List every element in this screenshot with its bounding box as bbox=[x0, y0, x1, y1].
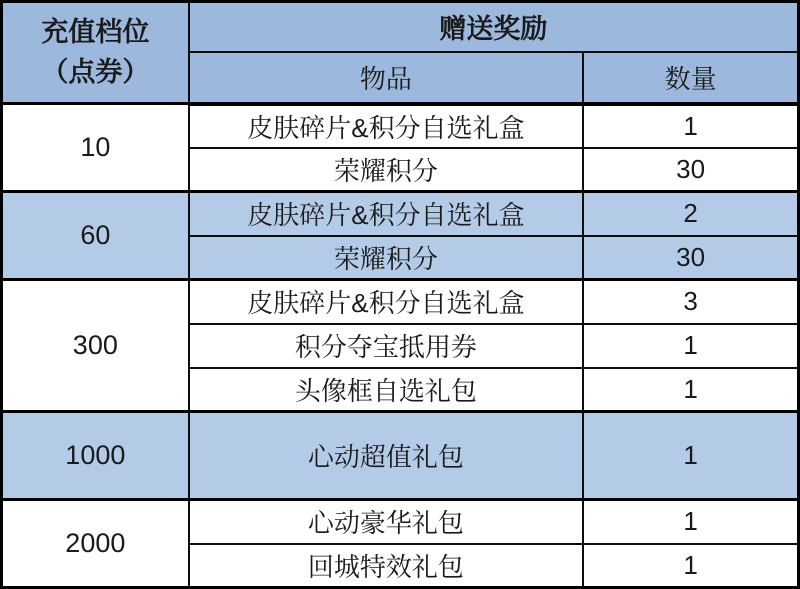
quantity-cell: 30 bbox=[583, 236, 798, 280]
quantity-cell: 1 bbox=[583, 544, 798, 588]
table-row bbox=[2, 192, 799, 236]
column-header-rewards: 赠送奖励 bbox=[189, 2, 799, 52]
column-header-quantity: 数量 bbox=[583, 52, 798, 104]
quantity-cell: 1 bbox=[583, 412, 798, 500]
quantity-cell: 30 bbox=[583, 148, 798, 192]
item-cell: 头像框自选礼包 bbox=[189, 368, 583, 412]
quantity-cell: 1 bbox=[583, 324, 798, 368]
tier-cell: 10 bbox=[2, 104, 189, 192]
tier-cell: 2000 bbox=[2, 500, 189, 588]
reward-table-body bbox=[2, 104, 799, 588]
item-cell: 皮肤碎片&积分自选礼盒 bbox=[189, 104, 583, 148]
item-cell: 皮肤碎片&积分自选礼盒 bbox=[189, 192, 583, 236]
quantity-cell: 3 bbox=[583, 280, 798, 324]
table-row bbox=[2, 412, 799, 500]
tier-cell: 60 bbox=[2, 192, 189, 280]
item-cell: 心动豪华礼包 bbox=[189, 500, 583, 544]
table-row bbox=[2, 104, 799, 148]
column-header-tier bbox=[2, 2, 189, 104]
item-cell: 心动超值礼包 bbox=[189, 412, 583, 500]
tier-cell: 1000 bbox=[2, 412, 189, 500]
quantity-cell: 1 bbox=[583, 500, 798, 544]
item-cell: 皮肤碎片&积分自选礼盒 bbox=[189, 280, 583, 324]
header-row-top bbox=[2, 2, 799, 52]
quantity-cell: 1 bbox=[583, 104, 798, 148]
item-cell: 回城特效礼包 bbox=[189, 544, 583, 588]
reward-table-header bbox=[2, 2, 799, 104]
tier-cell: 300 bbox=[2, 280, 189, 412]
column-header-item: 物品 bbox=[189, 52, 583, 104]
table-row bbox=[2, 280, 799, 324]
item-cell: 积分夺宝抵用券 bbox=[189, 324, 583, 368]
item-cell: 荣耀积分 bbox=[189, 236, 583, 280]
table-row bbox=[2, 500, 799, 544]
quantity-cell: 1 bbox=[583, 368, 798, 412]
quantity-cell: 2 bbox=[583, 192, 798, 236]
tier-header-line1: 充值档位 bbox=[41, 17, 150, 48]
tier-header-line2: （点券） bbox=[41, 56, 150, 87]
item-cell: 荣耀积分 bbox=[189, 148, 583, 192]
